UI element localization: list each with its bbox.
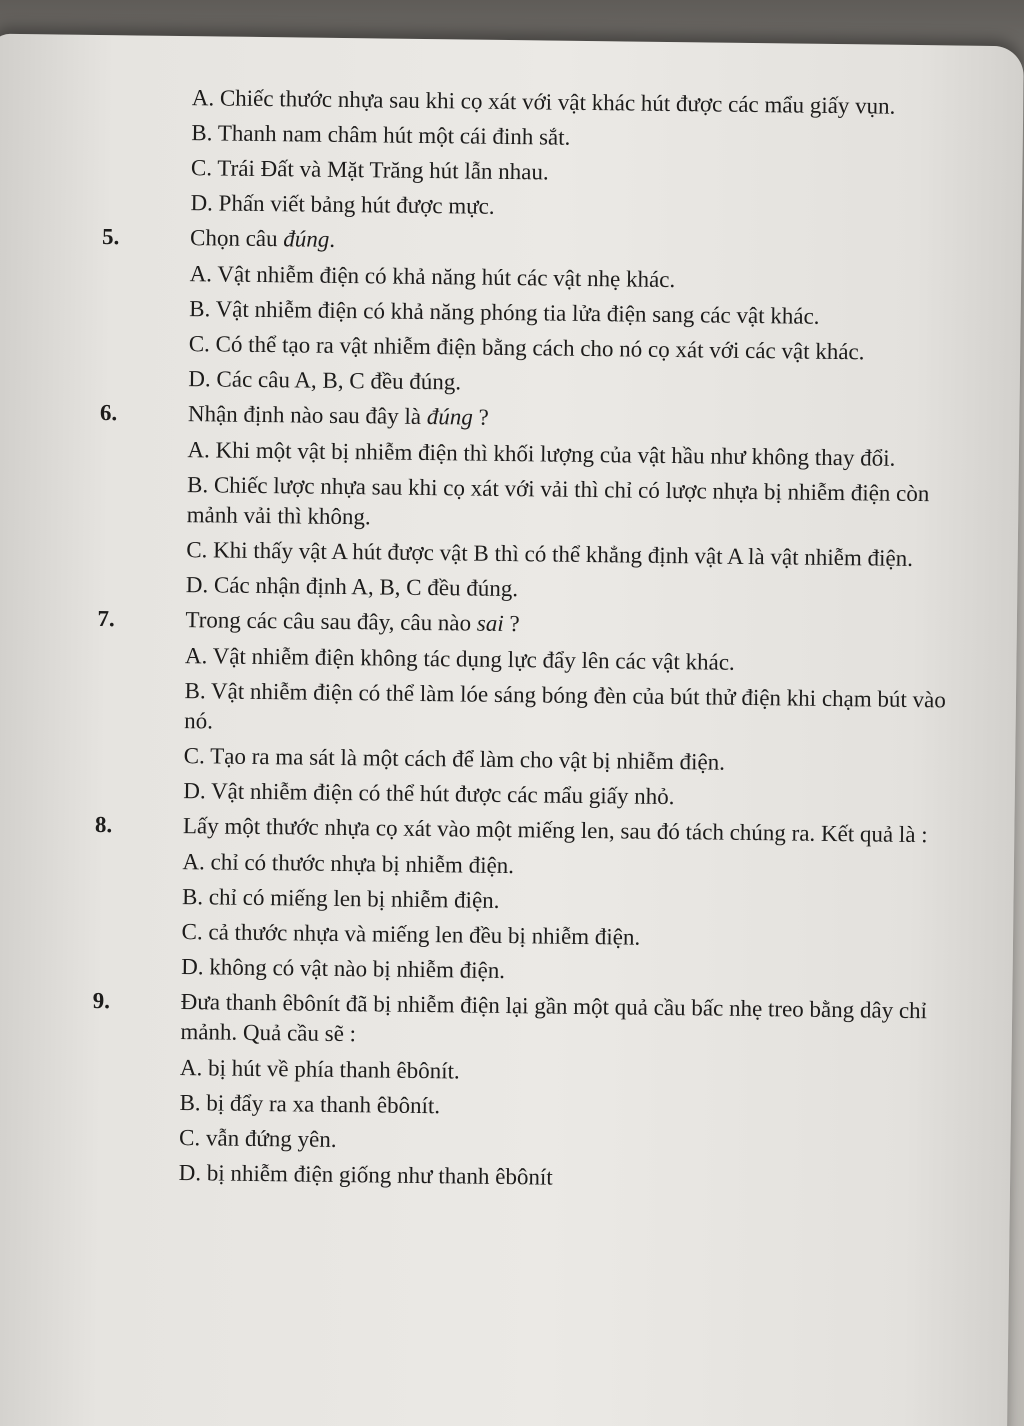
question-stem: Trong các câu sau đây, câu nào sai ? [185,607,520,637]
option-b: B. Thanh nam châm hút một cái đinh sắt. [191,120,571,150]
option-c: C. Có thể tạo ra vật nhiễm điện bằng cách cho nó cọ xát với các vật khác. [188,331,865,365]
option-a: A. Chiếc thước nhựa sau khi cọ xát với vật khác hút được các mẩu giấy vụn. [191,85,896,119]
option-b: B. bị đẩy ra xa thanh êbônít. [179,1090,441,1119]
question-5 [96,222,978,404]
prev-question-options [98,82,980,228]
question-8 [89,810,971,992]
option-a: A. Vật nhiễm điện không tác dụng lực đẩy lên các vật khác. [184,643,735,675]
option-c: C. Tạo ra ma sát là một cách để làm cho vật bị nhiễm điện. [183,743,726,775]
option-d: D. Vật nhiễm điện có thể hút được các mẩu giấy nhỏ. [183,778,675,810]
question-number: 9. [92,987,111,1014]
option-d: D. Các câu A, B, C đều đúng. [188,366,462,395]
option-a: A. bị hút về phía thanh êbônít. [179,1055,460,1084]
option-d: D. không có vật nào bị nhiễm điện. [181,954,506,984]
option-b: B. Vật nhiễm điện có khả năng phóng tia lửa điện sang các vật khác. [189,296,820,329]
page-content [86,82,979,1203]
option-d: D. Phấn viết bảng hút được mực. [190,190,495,219]
option-d: D. bị nhiễm điện giống như thanh êbônít [178,1160,553,1190]
option-d: D. Các nhận định A, B, C đều đúng. [185,572,519,602]
option-b: B. Vật nhiễm điện có thể làm lóe sáng bóng đèn của bút thử điện khi chạm bút vào nó. [184,678,946,734]
question-6 [94,398,976,610]
question-stem: Lấy một thước nhựa cọ xát vào một miếng len, sau đó tách chúng ra. Kết quả là : [182,813,928,848]
option-c: C. vẫn đứng yên. [178,1125,337,1152]
option-c: C. Trái Đất và Mặt Trăng hút lẫn nhau. [190,155,549,185]
question-stem: Chọn câu đúng. [189,225,336,252]
option-b: B. chỉ có miếng len bị nhiễm điện. [181,884,500,913]
option-c: C. cả thước nhựa và miếng len đều bị nhiễm điện. [181,919,641,950]
option-b: B. Chiếc lược nhựa sau khi cọ xát với vải thì chỉ có lược nhựa bị nhiễm điện còn mảnh vải thì không. [186,472,930,530]
question-number: 5. [101,224,120,250]
option-c: C. Khi thấy vật A hút được vật B thì có thể khẳng định vật A là vật nhiễm điện. [186,537,914,571]
question-number: 6. [99,400,118,426]
option-a: A. Khi một vật bị nhiễm điện thì khối lượng của vật hầu như không thay đổi. [187,437,896,471]
option-a: A. chỉ có thước nhựa bị nhiễm điện. [182,849,515,879]
question-number: 8. [94,811,113,838]
question-9 [87,986,969,1198]
option-a: A. Vật nhiễm điện có khả năng hút các vật nhẹ khác. [189,261,676,293]
question-stem: Nhận định nào sau đây là đúng ? [187,401,489,430]
question-stem: Đưa thanh êbônít đã bị nhiễm điện lại gần một quả cầu bấc nhẹ treo bằng dây chỉ mảnh. Quả cầu sẽ : [180,989,928,1047]
question-number: 7. [97,606,115,632]
question-7 [91,604,973,816]
